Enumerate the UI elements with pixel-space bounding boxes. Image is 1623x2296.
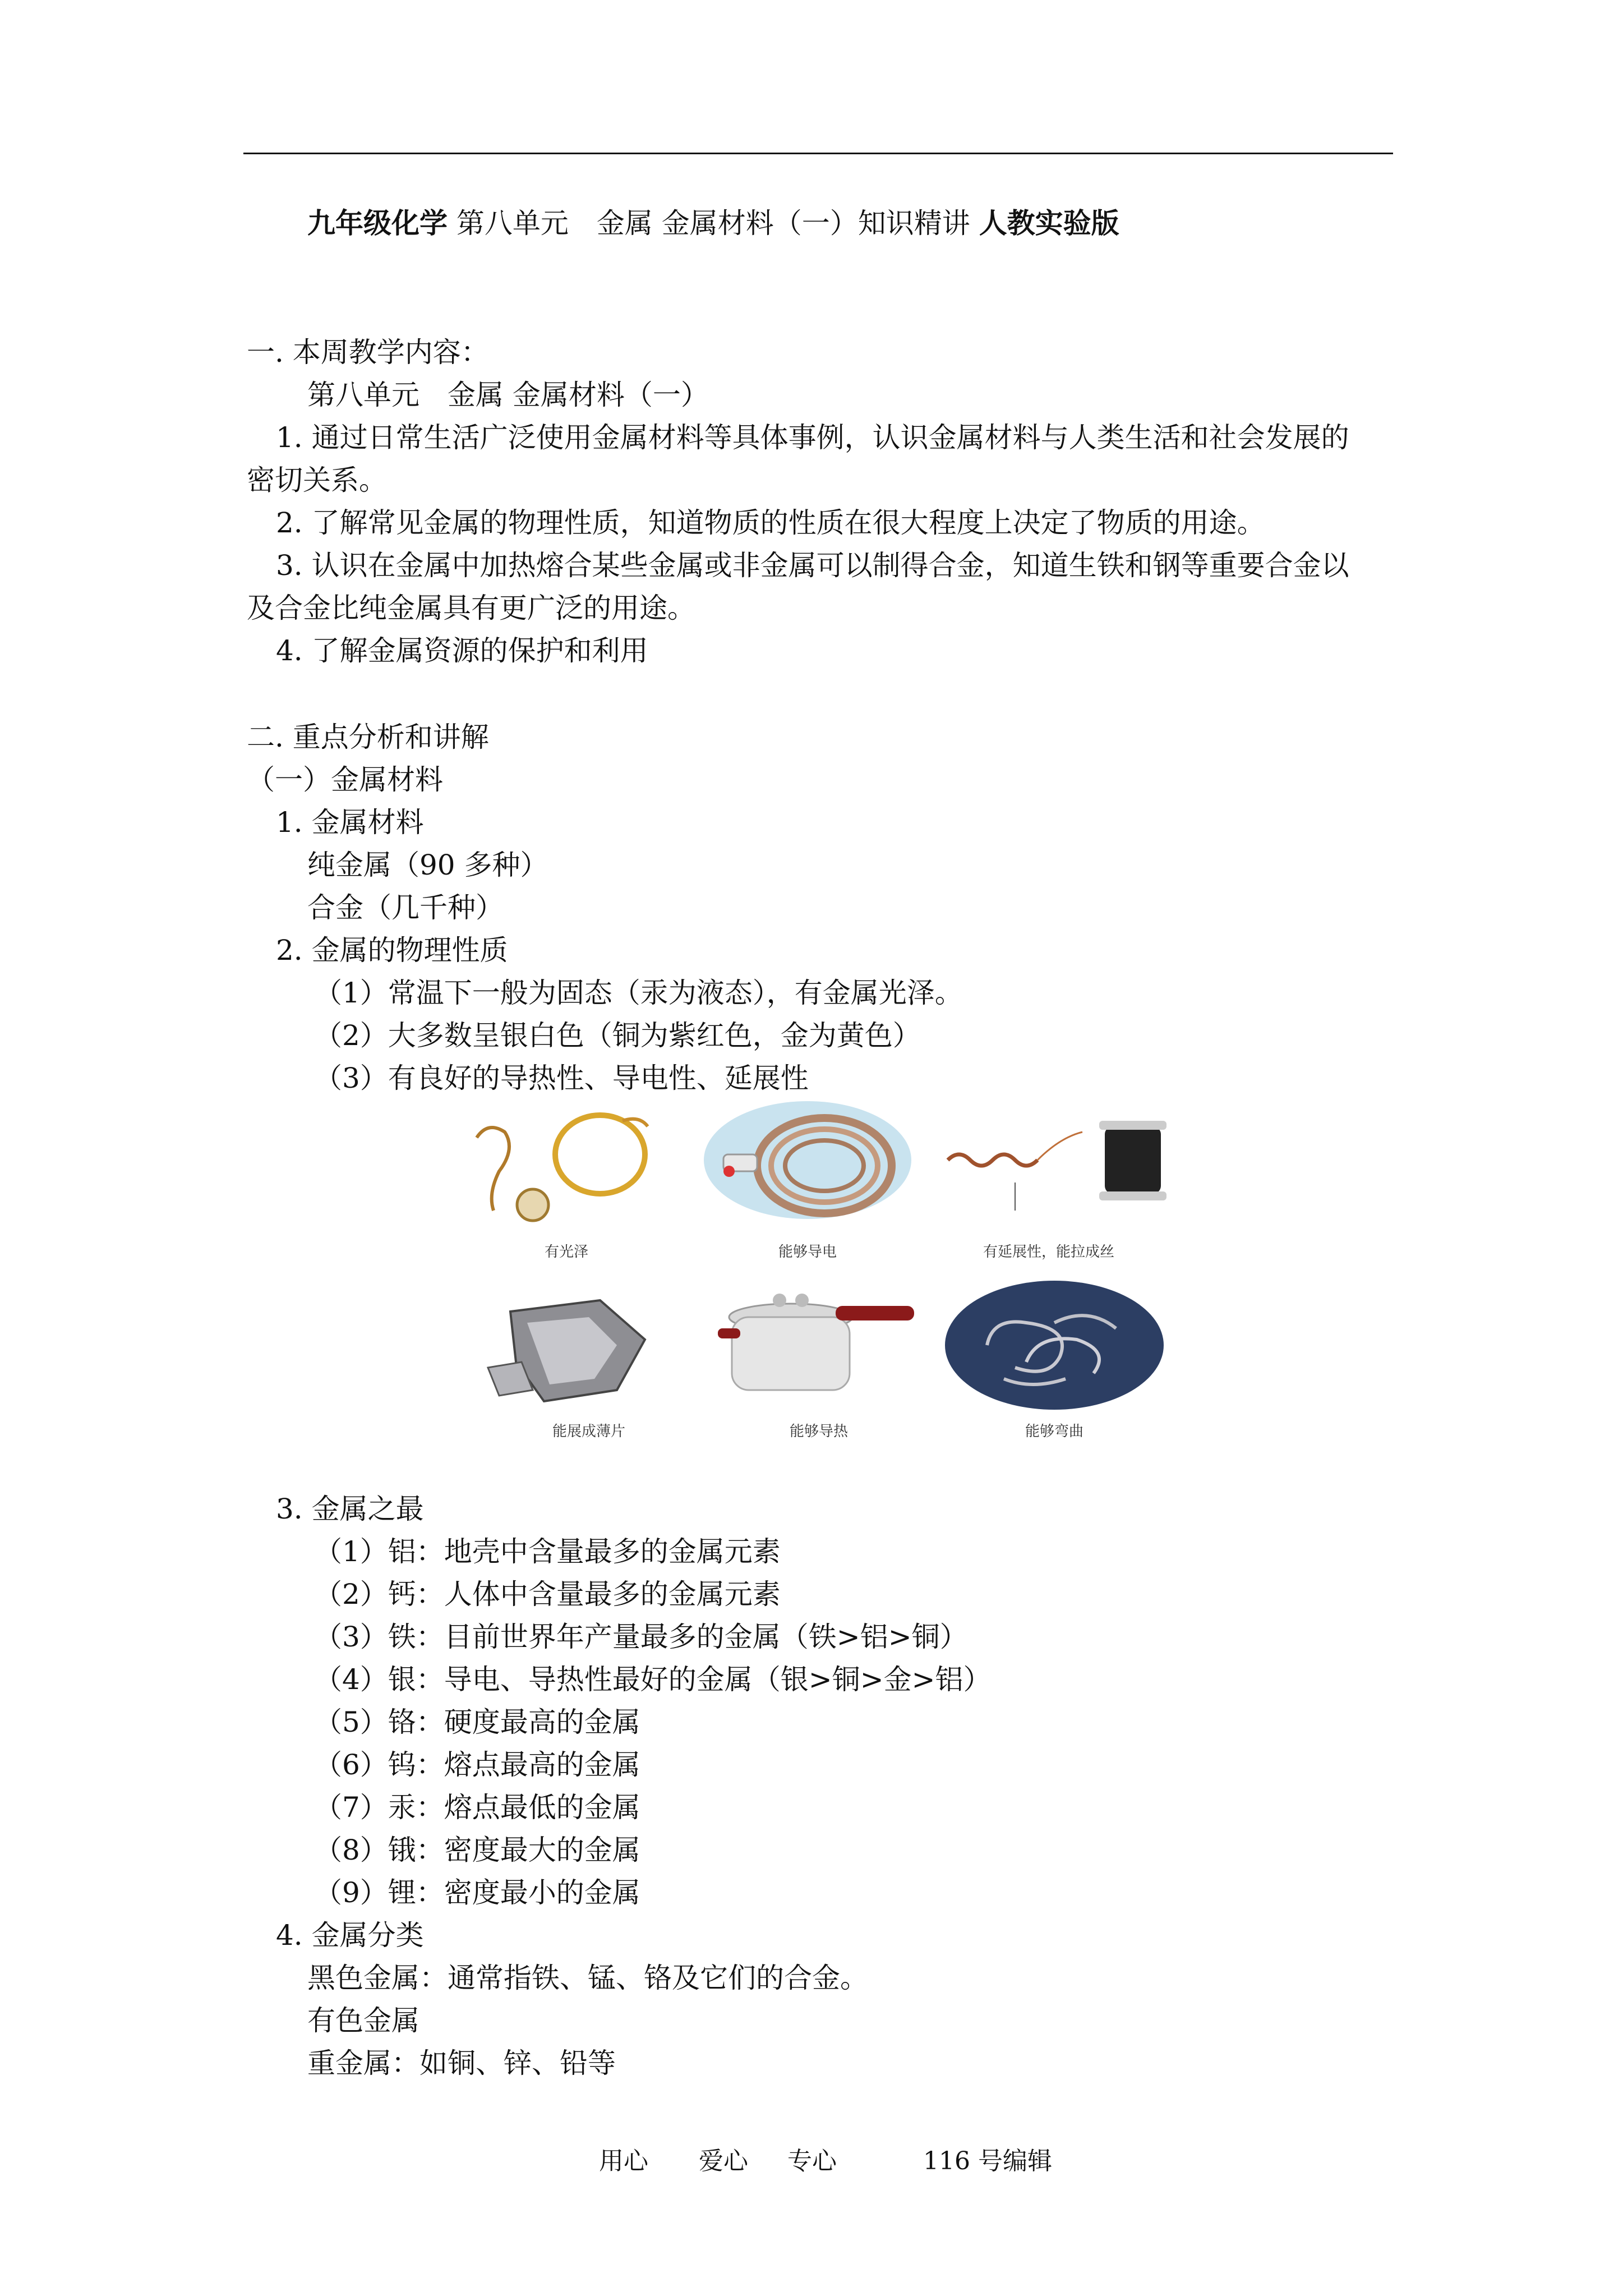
paper-clips-image (942, 1278, 1178, 1418)
objective-1-line1: 1. 通过日常生活广泛使用金属材料等具体事例，认识金属材料与人类生活和社会发展的 (276, 421, 1349, 454)
point-4b: 有色金属 (307, 2004, 419, 2037)
caption-ductility: 有延展性，能拉成丝 (983, 1244, 1114, 1260)
header-rule (243, 153, 1393, 154)
superlative-6: （6）钨：熔点最高的金属 (314, 1749, 640, 1781)
superlative-8: （8）锇：密度最大的金属 (314, 1834, 640, 1866)
footer-text-1: 用心 (599, 2147, 648, 2175)
superlative-3: （3）铁：目前世界年产量最多的金属（铁>铝>铜） (314, 1621, 968, 1653)
panel-conductivity (695, 1098, 920, 1261)
wire-spool-image (937, 1098, 1183, 1239)
superlative-9: （9）锂：密度最小的金属 (314, 1876, 640, 1909)
panel-luster (454, 1098, 679, 1261)
point-2a: （1）常温下一般为固态（汞为液态），有金属光泽。 (314, 977, 963, 1009)
metal-foil-image (477, 1278, 690, 1418)
point-4: 4. 金属分类 (276, 1919, 424, 1952)
superlative-2: （2）钙：人体中含量最多的金属元素 (314, 1578, 781, 1611)
title-edition: 人教实验版 (979, 206, 1119, 240)
title-unit: 第八单元 金属 金属材料（一）知识精讲 (448, 207, 979, 240)
point-2c: （3）有良好的导热性、导电性、延展性 (314, 1062, 809, 1094)
superlative-1: （1）铝：地壳中含量最多的金属元素 (314, 1535, 781, 1568)
point-1b: 合金（几千种） (307, 891, 504, 924)
objective-1-line2: 密切关系。 (247, 464, 387, 496)
objective-2: 2. 了解常见金属的物理性质，知道物质的性质在很大程度上决定了物质的用途。 (276, 507, 1265, 539)
title-grade: 九年级化学 (307, 206, 448, 240)
panel-bendability (942, 1278, 1166, 1441)
section2-heading: 二. 重点分析和讲解 (247, 721, 489, 753)
metal-properties-figure (454, 1098, 1183, 1441)
caption-luster: 有光泽 (544, 1244, 588, 1260)
pressure-cooker-image (707, 1278, 920, 1418)
point-1a: 纯金属（90 多种） (307, 849, 548, 881)
panel-ductility (937, 1098, 1161, 1261)
subsection-metal-materials: （一）金属材料 (247, 763, 443, 796)
objective-4: 4. 了解金属资源的保护和利用 (276, 634, 648, 667)
panel-heat-conduction (707, 1278, 931, 1441)
footer-text-3: 专心 (787, 2147, 837, 2175)
jewelry-image (454, 1098, 679, 1239)
point-4c: 重金属：如铜、锌、铅等 (307, 2047, 616, 2079)
point-2: 2. 金属的物理性质 (276, 934, 508, 967)
point-1: 1. 金属材料 (276, 806, 424, 839)
objective-3-line2: 及合金比纯金属具有更广泛的用途。 (247, 592, 695, 624)
footer-text-2: 爱心 (699, 2147, 748, 2175)
document-title (307, 201, 1119, 241)
caption-malleability: 能展成薄片 (552, 1423, 625, 1440)
footer-editor: 116 号编辑 (923, 2147, 1052, 2175)
point-3: 3. 金属之最 (276, 1493, 424, 1525)
superlative-5: （5）铬：硬度最高的金属 (314, 1706, 640, 1738)
section1-subheading: 第八单元 金属 金属材料（一） (307, 379, 709, 411)
superlative-7: （7）汞：熔点最低的金属 (314, 1791, 640, 1824)
caption-heat-conduction: 能够导热 (789, 1423, 848, 1440)
panel-malleability (477, 1278, 701, 1441)
section1-heading: 一. 本周教学内容： (247, 336, 489, 369)
point-2b: （2）大多数呈银白色（铜为紫红色，金为黄色） (314, 1019, 921, 1052)
caption-bendability: 能够弯曲 (1025, 1423, 1083, 1440)
objective-3-line1: 3. 认识在金属中加热熔合某些金属或非金属可以制得合金，知道生铁和钢等重要合金以 (276, 549, 1349, 582)
caption-conductivity: 能够导电 (778, 1244, 837, 1260)
superlative-4: （4）银：导电、导热性最好的金属（银>铜>金>铝） (314, 1663, 992, 1696)
point-4a: 黑色金属：通常指铁、锰、铬及它们的合金。 (307, 1962, 868, 1994)
wire-coil-image (695, 1098, 920, 1239)
